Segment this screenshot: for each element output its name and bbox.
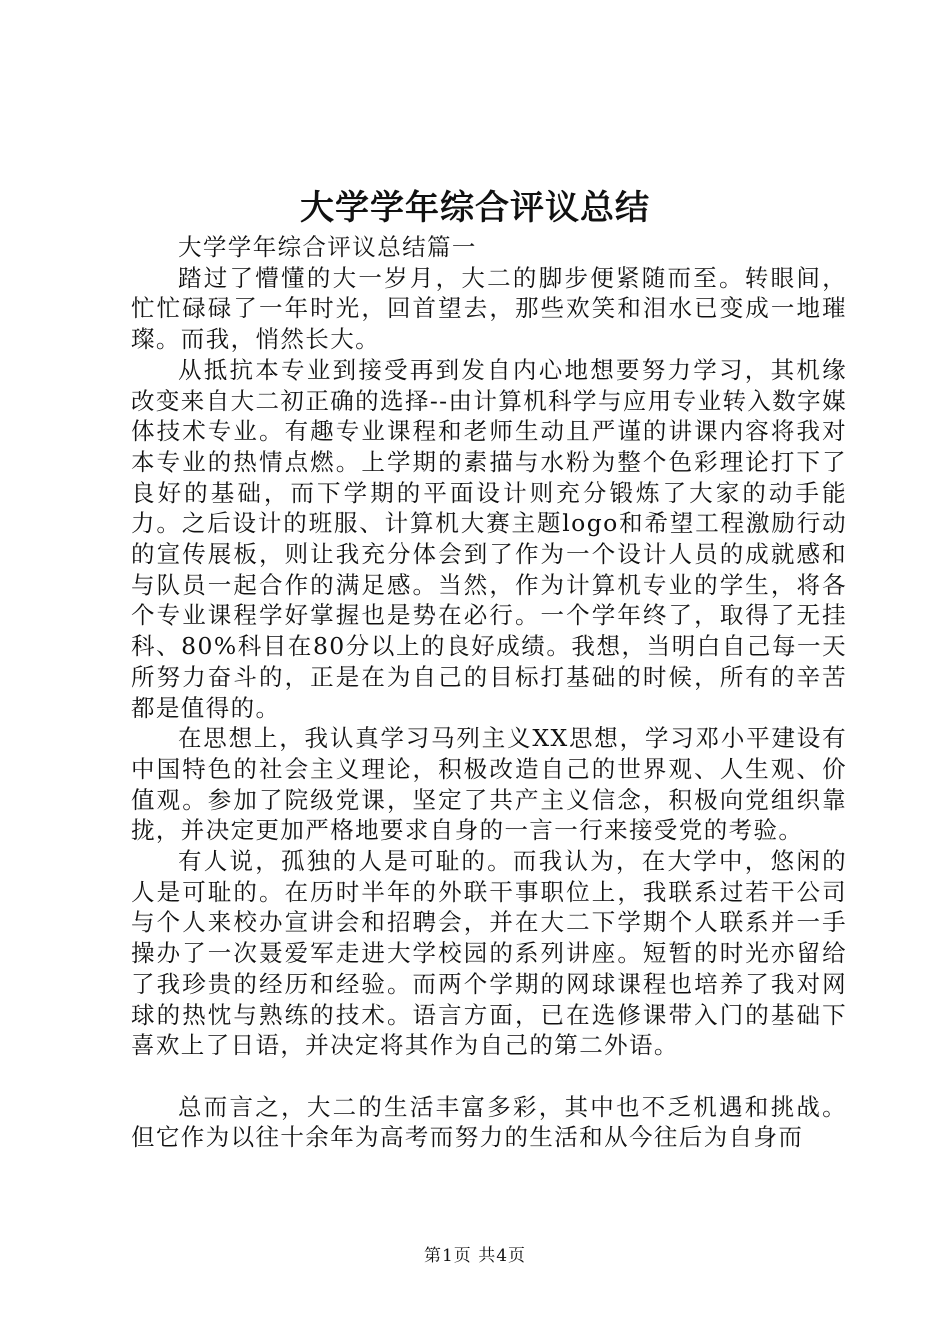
page-footer: 第1页 共4页 [423,1246,527,1266]
document-body [131,232,847,1153]
section-heading: 大学学年综合评议总结篇一 [178,233,477,261]
document-title: 大学学年综合评议总结 [300,188,650,228]
paragraph-activities: 有人说，孤独的人是可耻的。而我认为，在大学中，悠闲的人是可耻的。在历时半年的外联干事职位上，我联系过若干公司与个人来校办宣讲会和招聘会，并在大二下学期个人联系并一手操办了一次聂爱军走进大学校园的系列讲座。短暂的时光亦留给了我珍贵的经历和经验。而两个学期的网球课程也培养了我对网球的热忱与熟练的技术。语言方面，已在选修课带入门的基础下喜欢上了日语，并决定将其作为自己的第二外语。 [131,847,847,1060]
paragraph-intro: 踏过了懵懂的大一岁月，大二的脚步便紧随而至。转眼间，忙忙碌碌了一年时光，回首望去，那些欢笑和泪水已变成一地璀璨。而我，悄然长大。 [131,263,847,354]
paragraph-ideology: 在思想上，我认真学习马列主义XX思想，学习邓小平建设有中国特色的社会主义理论，积极改造自己的世界观、人生观、价值观。参加了院级党课，坚定了共产主义信念，积极向党组织靠拢，并决定更加严格地要求自身的一言一行来接受党的考验。 [131,724,847,845]
paragraph-summary: 总而言之，大二的生活丰富多彩，其中也不乏机遇和挑战。但它作为以往十余年为高考而努力的生活和从今往后为自身而 [131,1092,847,1152]
paragraph-study: 从抵抗本专业到接受再到发自内心地想要努力学习，其机缘改变来自大二初正确的选择--由计算机科学与应用专业转入数字媒体技术专业。有趣专业课程和老师生动且严谨的讲课内容将我对本专业的热情点燃。上学期的素描与水粉为整个色彩理论打下了良好的基础，而下学期的平面设计则充分锻炼了大家的动手能力。之后设计的班服、计算机大赛主题logo和希望工程激励行动的宣传展板，则让我充分体会到了作为一个设计人员的成就感和与队员一起合作的满足感。当然，作为计算机专业的学生，将各个专业课程学好掌握也是势在必行。一个学年终了，取得了无挂科、80%科目在80分以上的良好成绩。我想，当明白自己每一天所努力奋斗的，正是在为自己的目标打基础的时候，所有的辛苦都是值得的。 [131,355,847,722]
